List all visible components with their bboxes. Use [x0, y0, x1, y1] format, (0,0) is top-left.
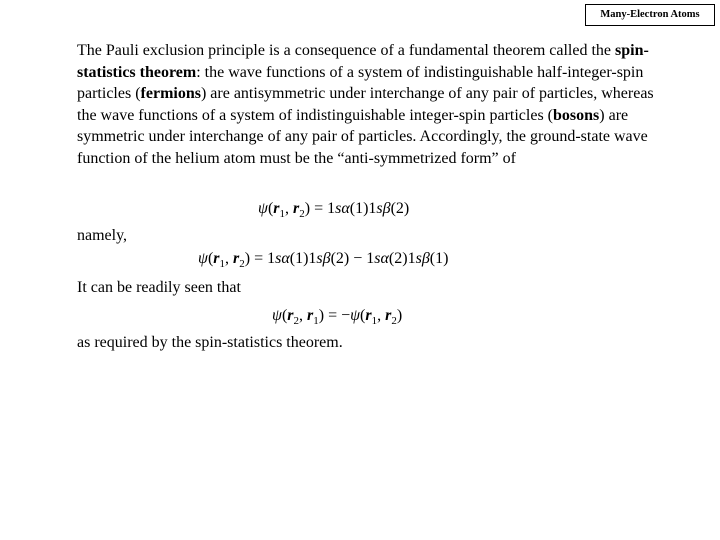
- paragraph-text: The Pauli exclusion principle is a consequence of a fundamental theorem called the: [77, 42, 616, 59]
- equation-1: $\psi(r_1$, $r_2) = 1s\alpha(1)1s\beta(2)$: [258, 200, 410, 221]
- equation-2: $\psi(r_1$, $r_2) = 1s\alpha(1)1s\beta(2) - 1s\alpha(2)1s\beta(1)$: [198, 250, 449, 271]
- paragraph-text: ) are antisymmetric under interchange of any pair of particles, whereas the wave functions of a system of indistinguishable integer-spin particles (: [77, 85, 654, 124]
- label-readily-seen: It can be readily seen that: [77, 279, 241, 296]
- term-bosons: bosons: [553, 106, 600, 124]
- label-as-required: as required by the spin-statistics theorem.: [77, 334, 343, 351]
- term-fermions: fermions: [140, 85, 201, 103]
- slide-title: Many-Electron Atoms: [600, 9, 700, 20]
- slide-header: [585, 4, 715, 26]
- paragraph-text: : the wave functions of a system of indistinguishable half-integer-spin particles (: [77, 63, 644, 103]
- main-paragraph: [77, 40, 677, 170]
- equation-3: $\psi(r_2$, $r_1) = -\psi(r_1$, $r_2$): [272, 307, 403, 328]
- term-spin-statistics: spin-statistics theorem: [77, 42, 649, 81]
- paragraph-text: ) are symmetric under interchange of any pair of particles. Accordingly, the ground-state wave function of the helium atom must be the “anti-symmetrized form” of: [77, 106, 648, 167]
- label-namely: namely,: [77, 227, 128, 244]
